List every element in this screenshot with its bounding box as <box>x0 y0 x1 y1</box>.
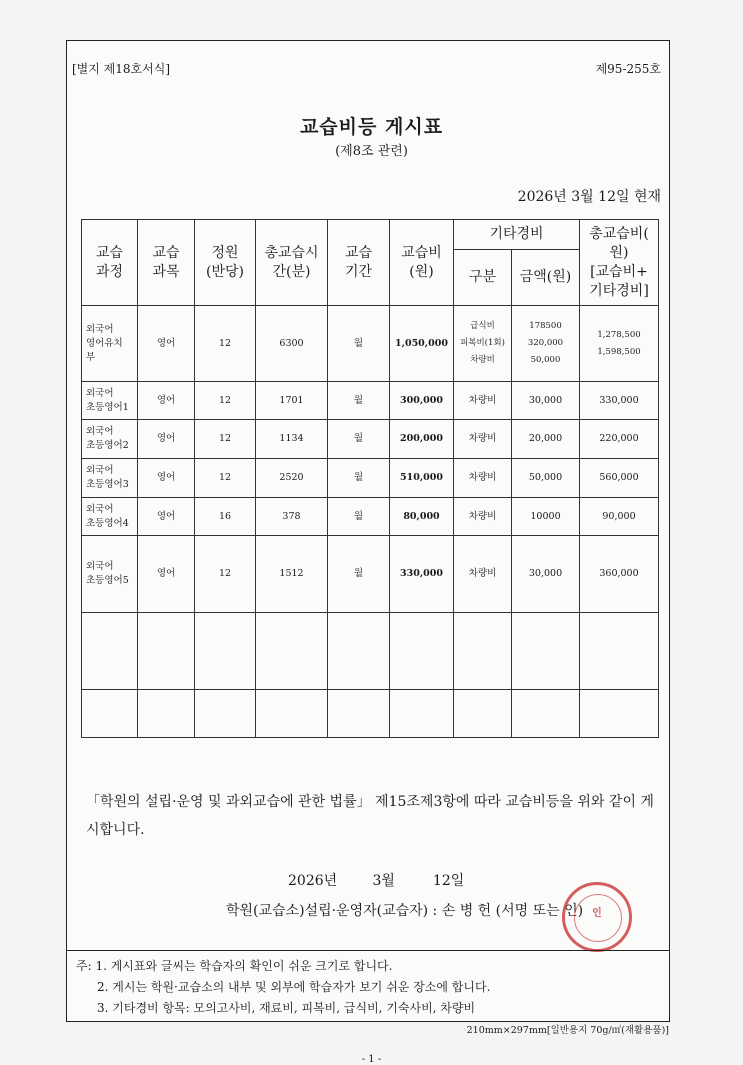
notes-divider <box>66 950 670 951</box>
note-1: 주: 1. 게시표와 글씨는 학습자의 확인이 쉬운 크기로 합니다. <box>76 959 393 973</box>
cell-fee: 200,000 <box>390 420 454 459</box>
header-course: 교습 과정 <box>82 220 138 306</box>
header-other-expenses: 기타경비 <box>454 220 580 250</box>
cell-period: 월 <box>328 498 390 536</box>
cell-time: 1701 <box>256 382 328 420</box>
cell-total: 90,000 <box>580 498 659 536</box>
note-3: 3. 기타경비 항목: 모의고사비, 재료비, 피복비, 급식비, 기숙사비, 차량비 <box>97 1001 476 1015</box>
cell-other-type: 차량비 <box>454 382 512 420</box>
cell-subject: 영어 <box>138 382 195 420</box>
cell-total: 560,000 <box>580 459 659 498</box>
cell-other-type: 차량비 <box>454 459 512 498</box>
cell-fee: 1,050,000 <box>390 306 454 382</box>
cell-capacity: 12 <box>195 420 256 459</box>
cell-total: 360,000 <box>580 536 659 613</box>
cell-subject: 영어 <box>138 536 195 613</box>
header-other-type: 구분 <box>454 250 512 306</box>
cell-period: 월 <box>328 382 390 420</box>
cell-time: 2520 <box>256 459 328 498</box>
cell-capacity: 12 <box>195 536 256 613</box>
cell-period: 월 <box>328 420 390 459</box>
cell-course: 외국어 초등영어5 <box>82 536 138 613</box>
cell-course: 외국어 초등영어1 <box>82 382 138 420</box>
empty-row <box>82 690 659 738</box>
cell-other-amount: 10000 <box>512 498 580 536</box>
cell-other-type: 급식비 피복비(1회) 차량비 <box>454 306 512 382</box>
cell-other-type: 차량비 <box>454 536 512 613</box>
table-row <box>82 536 659 613</box>
cell-time: 6300 <box>256 306 328 382</box>
header-total-time: 총교습시 간(분) <box>256 220 328 306</box>
posting-statement: 「학원의 설립·운영 및 과외교습에 관한 법률」 제15조제3항에 따라 교습비등을 위와 같이 게시합니다. <box>86 794 654 838</box>
cell-subject: 영어 <box>138 306 195 382</box>
official-seal <box>562 882 632 952</box>
cell-fee: 330,000 <box>390 536 454 613</box>
cell-total: 1,278,500 1,598,500 <box>580 306 659 382</box>
cell-capacity: 16 <box>195 498 256 536</box>
cell-time: 1134 <box>256 420 328 459</box>
date-month: 3월 <box>372 873 395 889</box>
cell-subject: 영어 <box>138 420 195 459</box>
cell-fee: 300,000 <box>390 382 454 420</box>
cell-course: 외국어 초등영어4 <box>82 498 138 536</box>
form-label: [별지 제18호서식] <box>72 62 170 76</box>
cell-time: 1512 <box>256 536 328 613</box>
date-year: 2026년 <box>288 873 338 889</box>
cell-period: 월 <box>328 536 390 613</box>
cell-course: 외국어 초등영어2 <box>82 420 138 459</box>
header-subject: 교습 과목 <box>138 220 195 306</box>
table-row <box>82 420 659 459</box>
table-row <box>82 382 659 420</box>
cell-subject: 영어 <box>138 459 195 498</box>
table-row <box>82 459 659 498</box>
date-day: 12일 <box>432 873 465 889</box>
cell-other-amount: 50,000 <box>512 459 580 498</box>
form-code: 제95-255호 <box>595 62 661 76</box>
cell-period: 월 <box>328 306 390 382</box>
cell-other-amount: 20,000 <box>512 420 580 459</box>
header-capacity: 정원 (반당) <box>195 220 256 306</box>
cell-other-amount: 30,000 <box>512 536 580 613</box>
note-2: 2. 게시는 학원·교습소의 내부 및 외부에 학습자가 보기 쉬운 장소에 합니다. <box>97 980 491 994</box>
table-row <box>82 498 659 536</box>
signing-date <box>288 870 464 890</box>
header-fee: 교습비 (원) <box>390 220 454 306</box>
cell-total: 330,000 <box>580 382 659 420</box>
cell-course: 외국어 영어유치 부 <box>82 306 138 382</box>
header-other-amount: 금액(원) <box>512 250 580 306</box>
table-row <box>82 306 659 382</box>
operator-signature-line: 학원(교습소)설립·운영자(교습자) : 손 병 헌 (서명 또는 인) <box>226 903 584 919</box>
cell-capacity: 12 <box>195 459 256 498</box>
cell-other-type: 차량비 <box>454 420 512 459</box>
empty-row <box>82 613 659 690</box>
fee-table <box>81 219 659 738</box>
header-total: 총교습비( 원) [교습비+ 기타경비] <box>580 220 659 306</box>
notes <box>76 956 490 1019</box>
cell-capacity: 12 <box>195 306 256 382</box>
cell-fee: 510,000 <box>390 459 454 498</box>
cell-other-amount: 30,000 <box>512 382 580 420</box>
cell-other-type: 차량비 <box>454 498 512 536</box>
seal-text: 인 <box>592 908 602 919</box>
cell-fee: 80,000 <box>390 498 454 536</box>
header-period: 교습 기간 <box>328 220 390 306</box>
cell-other-amount: 178500 320,000 50,000 <box>512 306 580 382</box>
cell-capacity: 12 <box>195 382 256 420</box>
cell-time: 378 <box>256 498 328 536</box>
cell-period: 월 <box>328 459 390 498</box>
page-title: 교습비등 게시표 <box>299 116 444 138</box>
cell-total: 220,000 <box>580 420 659 459</box>
page-subtitle: (제8조 관련) <box>335 144 408 159</box>
as-of-date: 2026년 3월 12일 현재 <box>517 189 661 205</box>
page-number: - 1 - <box>361 1054 382 1065</box>
cell-course: 외국어 초등영어3 <box>82 459 138 498</box>
cell-subject: 영어 <box>138 498 195 536</box>
paper-spec: 210mm×297mm[일반용지 70g/㎡(재활용품)] <box>466 1025 669 1036</box>
